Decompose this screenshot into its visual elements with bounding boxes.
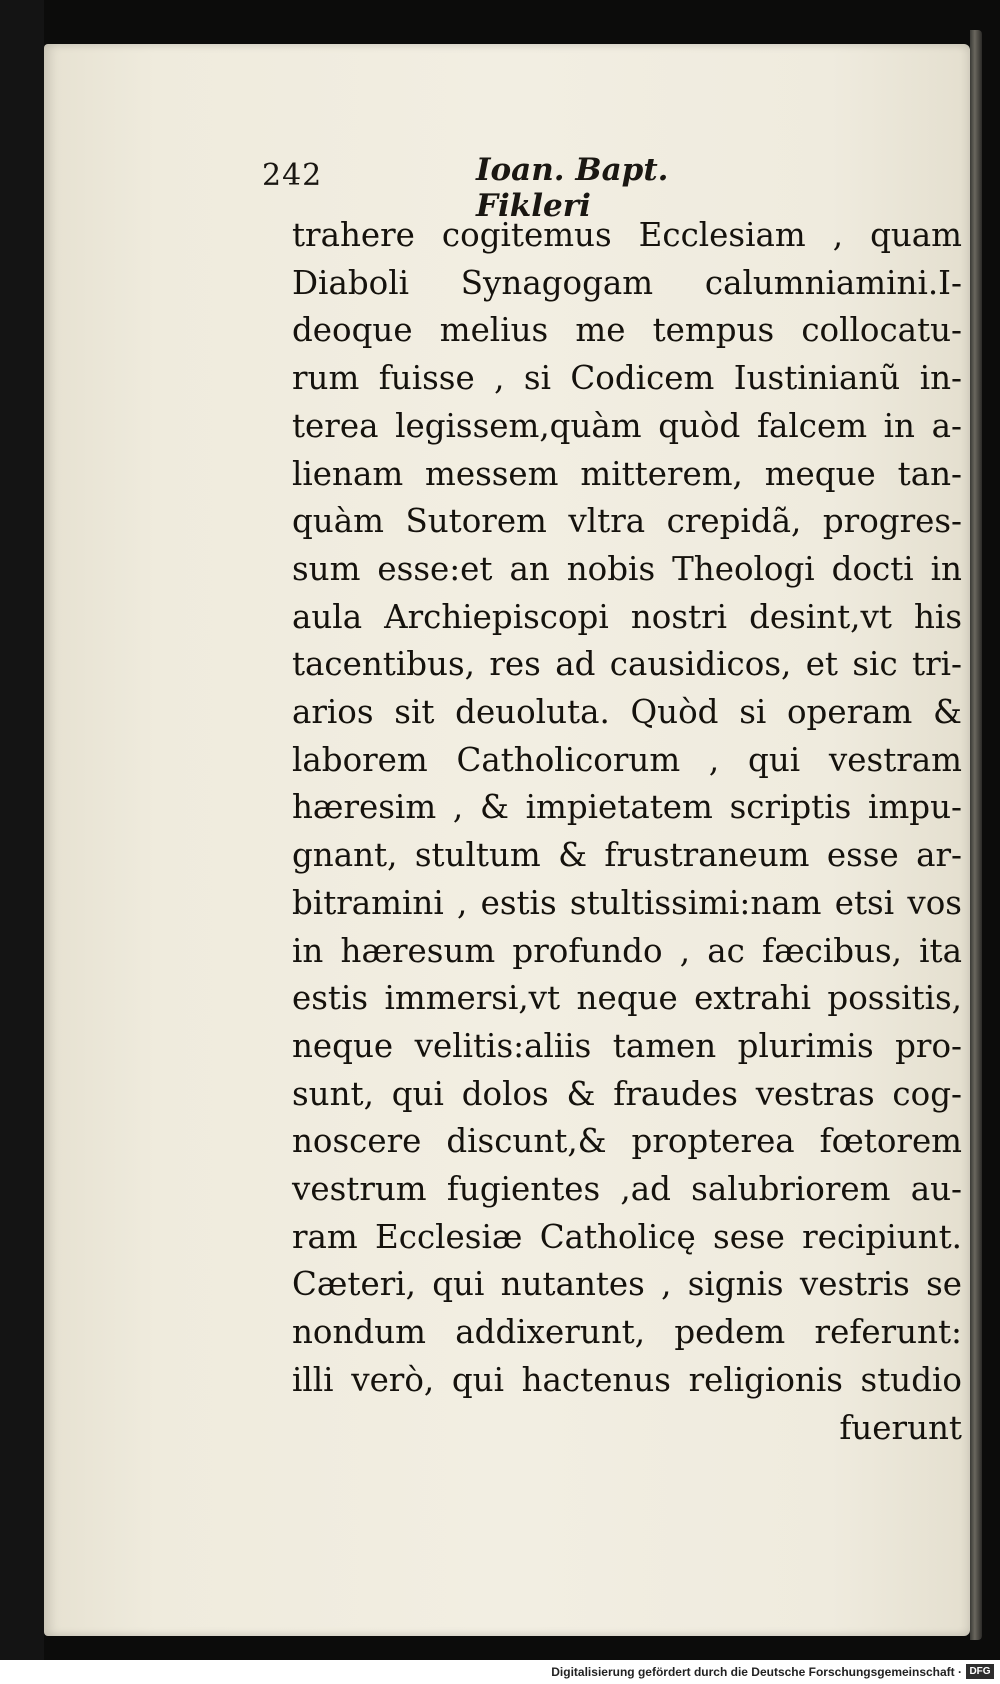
text-line: lienam messem mitterem, meque tan-	[292, 454, 962, 493]
text-line: illi verò, qui hactenus religionis studio	[292, 1360, 962, 1399]
text-line: ram Ecclesiæ Catholicę sese recipiunt.	[292, 1217, 962, 1256]
text-line: rum fuisse , si Codicem Iustinianũ in-	[292, 359, 962, 398]
text-line: tacentibus, res ad causidicos, et sic tri-	[292, 645, 962, 684]
text-line: Diaboli Synagogam calumniamini.I-	[292, 263, 962, 302]
catchword: fuerunt	[839, 1408, 962, 1447]
text-line: hæresim , & impietatem scriptis impu-	[292, 788, 962, 827]
text-line: bitramini , estis stultissimi:nam etsi vos	[292, 883, 962, 922]
running-title: Ioan. Bapt. Fikleri	[476, 152, 669, 224]
text-line: arios sit deuoluta. Quòd si operam &	[292, 693, 962, 732]
text-line: neque velitis:aliis tamen plurimis pro-	[292, 1026, 962, 1065]
text-line: in hæresum profundo , ac fæcibus, ita	[292, 931, 962, 970]
text-line: vestrum fugientes ,ad salubriorem au-	[292, 1170, 962, 1209]
text-line: quàm Sutorem vltra crepidã, progres-	[292, 502, 962, 541]
dfg-logo-icon: DFG	[966, 1664, 994, 1679]
running-head	[238, 152, 758, 224]
text-line: sunt, qui dolos & fraudes vestras cog-	[292, 1074, 962, 1113]
digitization-footer	[0, 1660, 1000, 1684]
text-line: laborem Catholicorum , qui vestram	[292, 740, 962, 779]
body-text	[292, 212, 962, 1452]
text-line: trahere cogitemus Ecclesiam , quam	[292, 216, 962, 254]
page-number: 242	[262, 158, 323, 193]
text-line: nondum addixerunt, pedem referunt:	[292, 1313, 962, 1352]
text-line: sum esse:et an nobis Theologi docti in	[292, 549, 962, 588]
text-line: Cæteri, qui nutantes , signis vestris se	[292, 1265, 962, 1304]
text-line: aula Archiepiscopi nostri desint,vt his	[292, 597, 962, 636]
text-line: gnant, stultum & frustraneum esse ar-	[292, 836, 962, 875]
footer-credit: Digitalisierung gefördert durch die Deutsche Forschungsgemeinschaft ·	[551, 1665, 962, 1679]
text-line: terea legissem,quàm quòd falcem in a-	[292, 406, 962, 445]
page-edge	[970, 30, 982, 1640]
text-line: deoque melius me tempus collocatu-	[292, 311, 962, 350]
book-gutter-shadow	[0, 0, 44, 1684]
text-line: noscere discunt,& propterea fœtorem	[292, 1122, 962, 1161]
text-line: estis immersi,vt neque extrahi possitis,	[292, 979, 962, 1018]
